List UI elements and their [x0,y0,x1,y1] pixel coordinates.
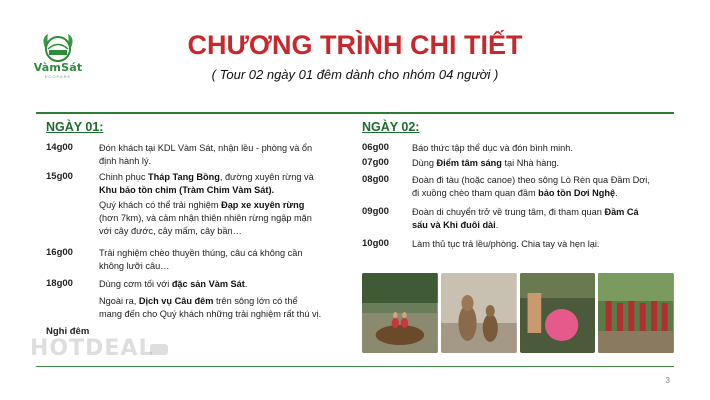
page-number: 3 [665,376,670,385]
day1-row-0-time: 14g00 [46,142,73,153]
day1-row-0-text: Đón khách tại KDL Vàm Sát, nhận lều - phòng và ổn định hành lý. [99,143,313,166]
photo-strip [362,273,674,353]
day2-row-2-time: 08g00 [362,174,389,185]
logo-wordmark: VàmSát [33,61,83,74]
photo-group [598,273,674,353]
watermark-badge [150,344,168,355]
day1-row-1-text: Chinh phục Tháp Tang Bồng, đường xuyên rừng và Khu bảo tồn chim (Tràm Chim Vàm Sát). [99,172,314,195]
day1-row-3-text: Trải nghiệm chèo thuyền thúng, câu cá không cần không lưỡi câu… [99,248,303,271]
bottom-divider [36,366,674,367]
hotdeal-watermark: HOTDEAL [30,336,154,361]
photo-feeding-pig [520,273,596,353]
day2-row-4-time: 10g00 [362,238,389,249]
day1-row-4-time: 18g00 [46,278,73,289]
top-divider [36,112,674,114]
day1-heading: NGÀY 01: [46,120,104,134]
day2-row-0-time: 06g00 [362,142,389,153]
photo-monkeys [441,273,517,353]
day2-row-1-text: Dùng Điểm tâm sáng tại Nhà hàng. [412,158,560,168]
day1-row-4-text: Dùng cơm tối với đặc sản Vàm Sát. [99,279,248,289]
day1-row-6-time: Nghỉ đêm [46,326,90,337]
photo-boat-rowing [362,273,438,353]
day1-row-2-text: Quý khách có thể trải nghiệm Đạp xe xuyên rừng (hơn 7km), và cảm nhận thiên nhiên rừng ngập mặn với cây đước, cây mấm, cây bần… [99,200,312,236]
page-subtitle: ( Tour 02 ngày 01 đêm dành cho nhóm 04 người ) [211,67,499,82]
day2-row-0-text: Báo thức tập thể dục và đón bình minh. [412,143,573,153]
day2-row-3-text: Đoàn di chuyển trở về trung tâm, đi tham quan Đầm Cá sấu và Khỉ đuôi dài. [412,207,639,230]
day2-heading: NGÀY 02: [362,120,420,134]
logo-subtext: ECOPARK [44,74,72,79]
day2-row-4-text: Làm thủ tục trả lều/phòng. Chia tay và hẹn lại. [412,239,600,249]
day1-row-3-time: 16g00 [46,247,73,258]
day1-row-1-time: 15g00 [46,171,73,182]
day2-row-3-time: 09g00 [362,206,389,217]
day2-row-1-time: 07g00 [362,157,389,168]
day1-row-5-text: Ngoài ra, Dịch vụ Câu đêm trên sông lớn có thể mang đến cho Quý khách những trải nghiệm rất thú vị. [99,296,322,319]
day2-row-2-text: Đoàn đi tàu (hoặc canoe) theo sông Lò Rèn qua Đầm Dơi, đi xuồng chèo tham quan đầm bảo tồn Dơi Nghệ. [412,175,650,198]
page-title: CHƯƠNG TRÌNH CHI TIẾT [187,30,523,60]
